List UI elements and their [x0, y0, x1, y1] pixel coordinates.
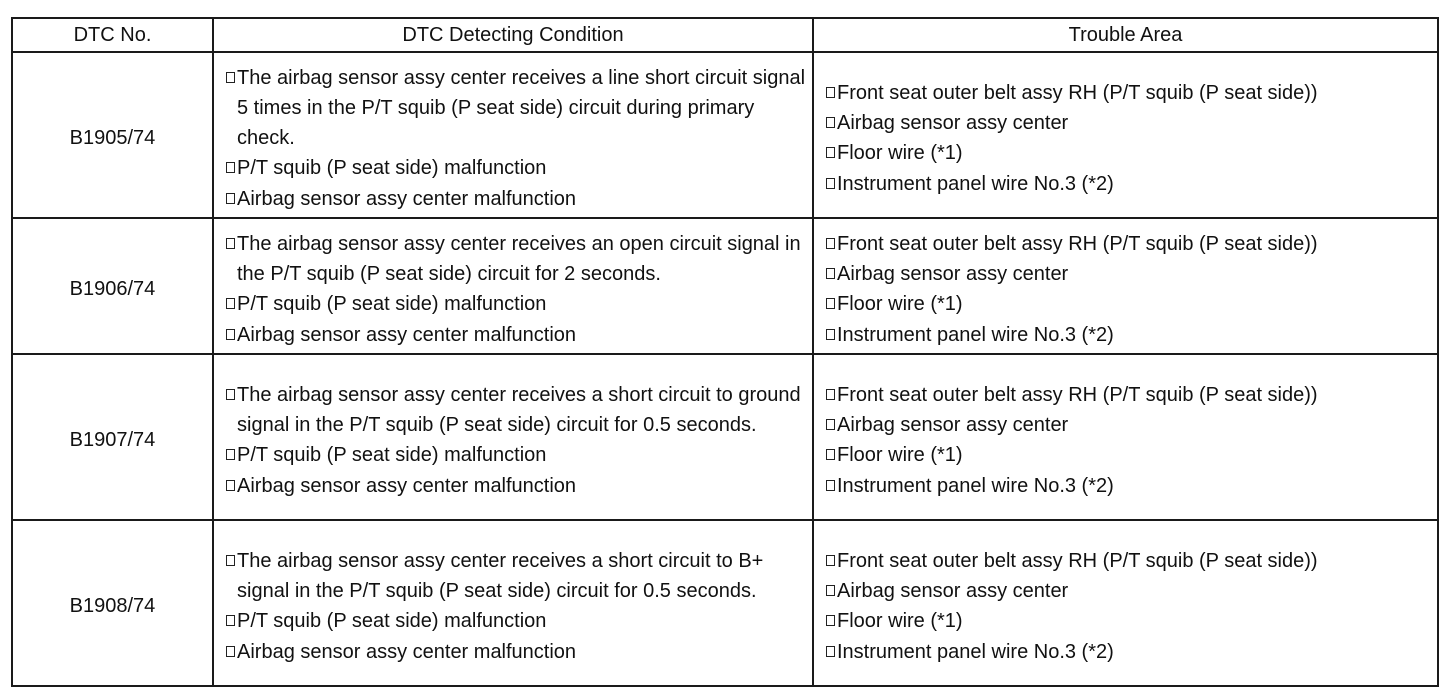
list-item	[226, 63, 806, 154]
trouble-area-list	[826, 380, 1431, 501]
header-row	[12, 18, 1438, 52]
condition-cell	[213, 52, 813, 218]
trouble-area-list	[826, 229, 1431, 350]
trouble-area-cell	[813, 52, 1438, 218]
condition-text: The airbag sensor assy center receives an open circuit signal in the P/T squib (P seat side) circuit for 2 seconds.	[237, 232, 801, 285]
area-text: Front seat outer belt assy RH (P/T squib (P seat side))	[837, 232, 1318, 255]
condition-text: P/T squib (P seat side) malfunction	[237, 293, 547, 316]
trouble-area-cell	[813, 218, 1438, 354]
list-item	[826, 380, 1431, 410]
dtc-table	[11, 17, 1439, 687]
area-text: Front seat outer belt assy RH (P/T squib (P seat side))	[837, 549, 1318, 572]
area-text: Airbag sensor assy center	[837, 580, 1069, 602]
area-text: Airbag sensor assy center	[837, 263, 1069, 285]
condition-text: P/T squib (P seat side) malfunction	[237, 610, 547, 633]
condition-list	[226, 546, 806, 667]
dtc-code-cell: B1908/74	[12, 520, 213, 686]
dtc-code-cell: B1907/74	[12, 354, 213, 520]
list-item	[826, 606, 1431, 636]
list-item	[826, 138, 1431, 168]
condition-list	[226, 380, 806, 501]
list-item	[826, 78, 1431, 108]
area-text: Floor wire (*1)	[837, 444, 963, 467]
area-text: Front seat outer belt assy RH (P/T squib (P seat side))	[837, 81, 1318, 104]
area-text: Front seat outer belt assy RH (P/T squib (P seat side))	[837, 383, 1318, 406]
condition-text: Airbag sensor assy center malfunction	[237, 187, 577, 210]
list-item	[826, 546, 1431, 576]
area-text: Instrument panel wire No.3 (*2)	[837, 640, 1114, 663]
header-detecting-condition: DTC Detecting Condition	[213, 18, 813, 52]
area-text: Instrument panel wire No.3 (*2)	[837, 474, 1114, 497]
condition-text: The airbag sensor assy center receives a short circuit to ground signal in the P/T squib (P seat side) circuit for 0.5 seconds.	[237, 383, 801, 436]
list-item	[226, 471, 806, 501]
area-text: Floor wire (*1)	[837, 142, 963, 165]
condition-text: Airbag sensor assy center malfunction	[237, 474, 577, 497]
list-item	[826, 440, 1431, 470]
list-item	[826, 108, 1431, 138]
condition-cell	[213, 520, 813, 686]
condition-text: The airbag sensor assy center receives a short circuit to B+ signal in the P/T squib (P seat side) circuit for 0.5 seconds.	[237, 549, 764, 602]
list-item	[226, 637, 806, 667]
condition-text: Airbag sensor assy center malfunction	[237, 640, 577, 663]
dtc-code-cell: B1905/74	[12, 52, 213, 218]
list-item	[826, 289, 1431, 319]
condition-text: Airbag sensor assy center malfunction	[237, 323, 577, 346]
trouble-area-cell	[813, 354, 1438, 520]
trouble-area-list	[826, 78, 1431, 199]
list-item	[826, 576, 1431, 606]
list-item	[826, 471, 1431, 501]
condition-text: P/T squib (P seat side) malfunction	[237, 444, 547, 467]
table-row	[12, 354, 1438, 520]
condition-list	[226, 229, 806, 350]
trouble-area-cell	[813, 520, 1438, 686]
area-text: Instrument panel wire No.3 (*2)	[837, 172, 1114, 195]
list-item	[226, 320, 806, 350]
list-item	[226, 380, 806, 441]
list-item	[226, 289, 806, 319]
area-text: Floor wire (*1)	[837, 610, 963, 633]
condition-cell	[213, 354, 813, 520]
dtc-code-cell: B1906/74	[12, 218, 213, 354]
area-text: Instrument panel wire No.3 (*2)	[837, 323, 1114, 346]
list-item	[826, 229, 1431, 259]
list-item	[226, 606, 806, 636]
list-item	[826, 410, 1431, 440]
area-text: Floor wire (*1)	[837, 293, 963, 316]
list-item	[826, 259, 1431, 289]
header-dtc-no: DTC No.	[12, 18, 213, 52]
header-trouble-area: Trouble Area	[813, 18, 1438, 52]
list-item	[226, 153, 806, 183]
list-item	[826, 320, 1431, 350]
area-text: Airbag sensor assy center	[837, 414, 1069, 436]
table-row	[12, 218, 1438, 354]
list-item	[226, 440, 806, 470]
condition-text: P/T squib (P seat side) malfunction	[237, 157, 547, 180]
table-row	[12, 52, 1438, 218]
condition-cell	[213, 218, 813, 354]
condition-text: The airbag sensor assy center receives a line short circuit signal 5 times in the P/T squib (P seat side) circuit during primary check.	[237, 66, 806, 150]
list-item	[826, 637, 1431, 667]
area-text: Airbag sensor assy center	[837, 112, 1069, 134]
condition-list	[226, 63, 806, 214]
list-item	[826, 169, 1431, 199]
trouble-area-list	[826, 546, 1431, 667]
table-row	[12, 520, 1438, 686]
list-item	[226, 229, 806, 290]
list-item	[226, 546, 806, 607]
list-item	[226, 184, 806, 214]
